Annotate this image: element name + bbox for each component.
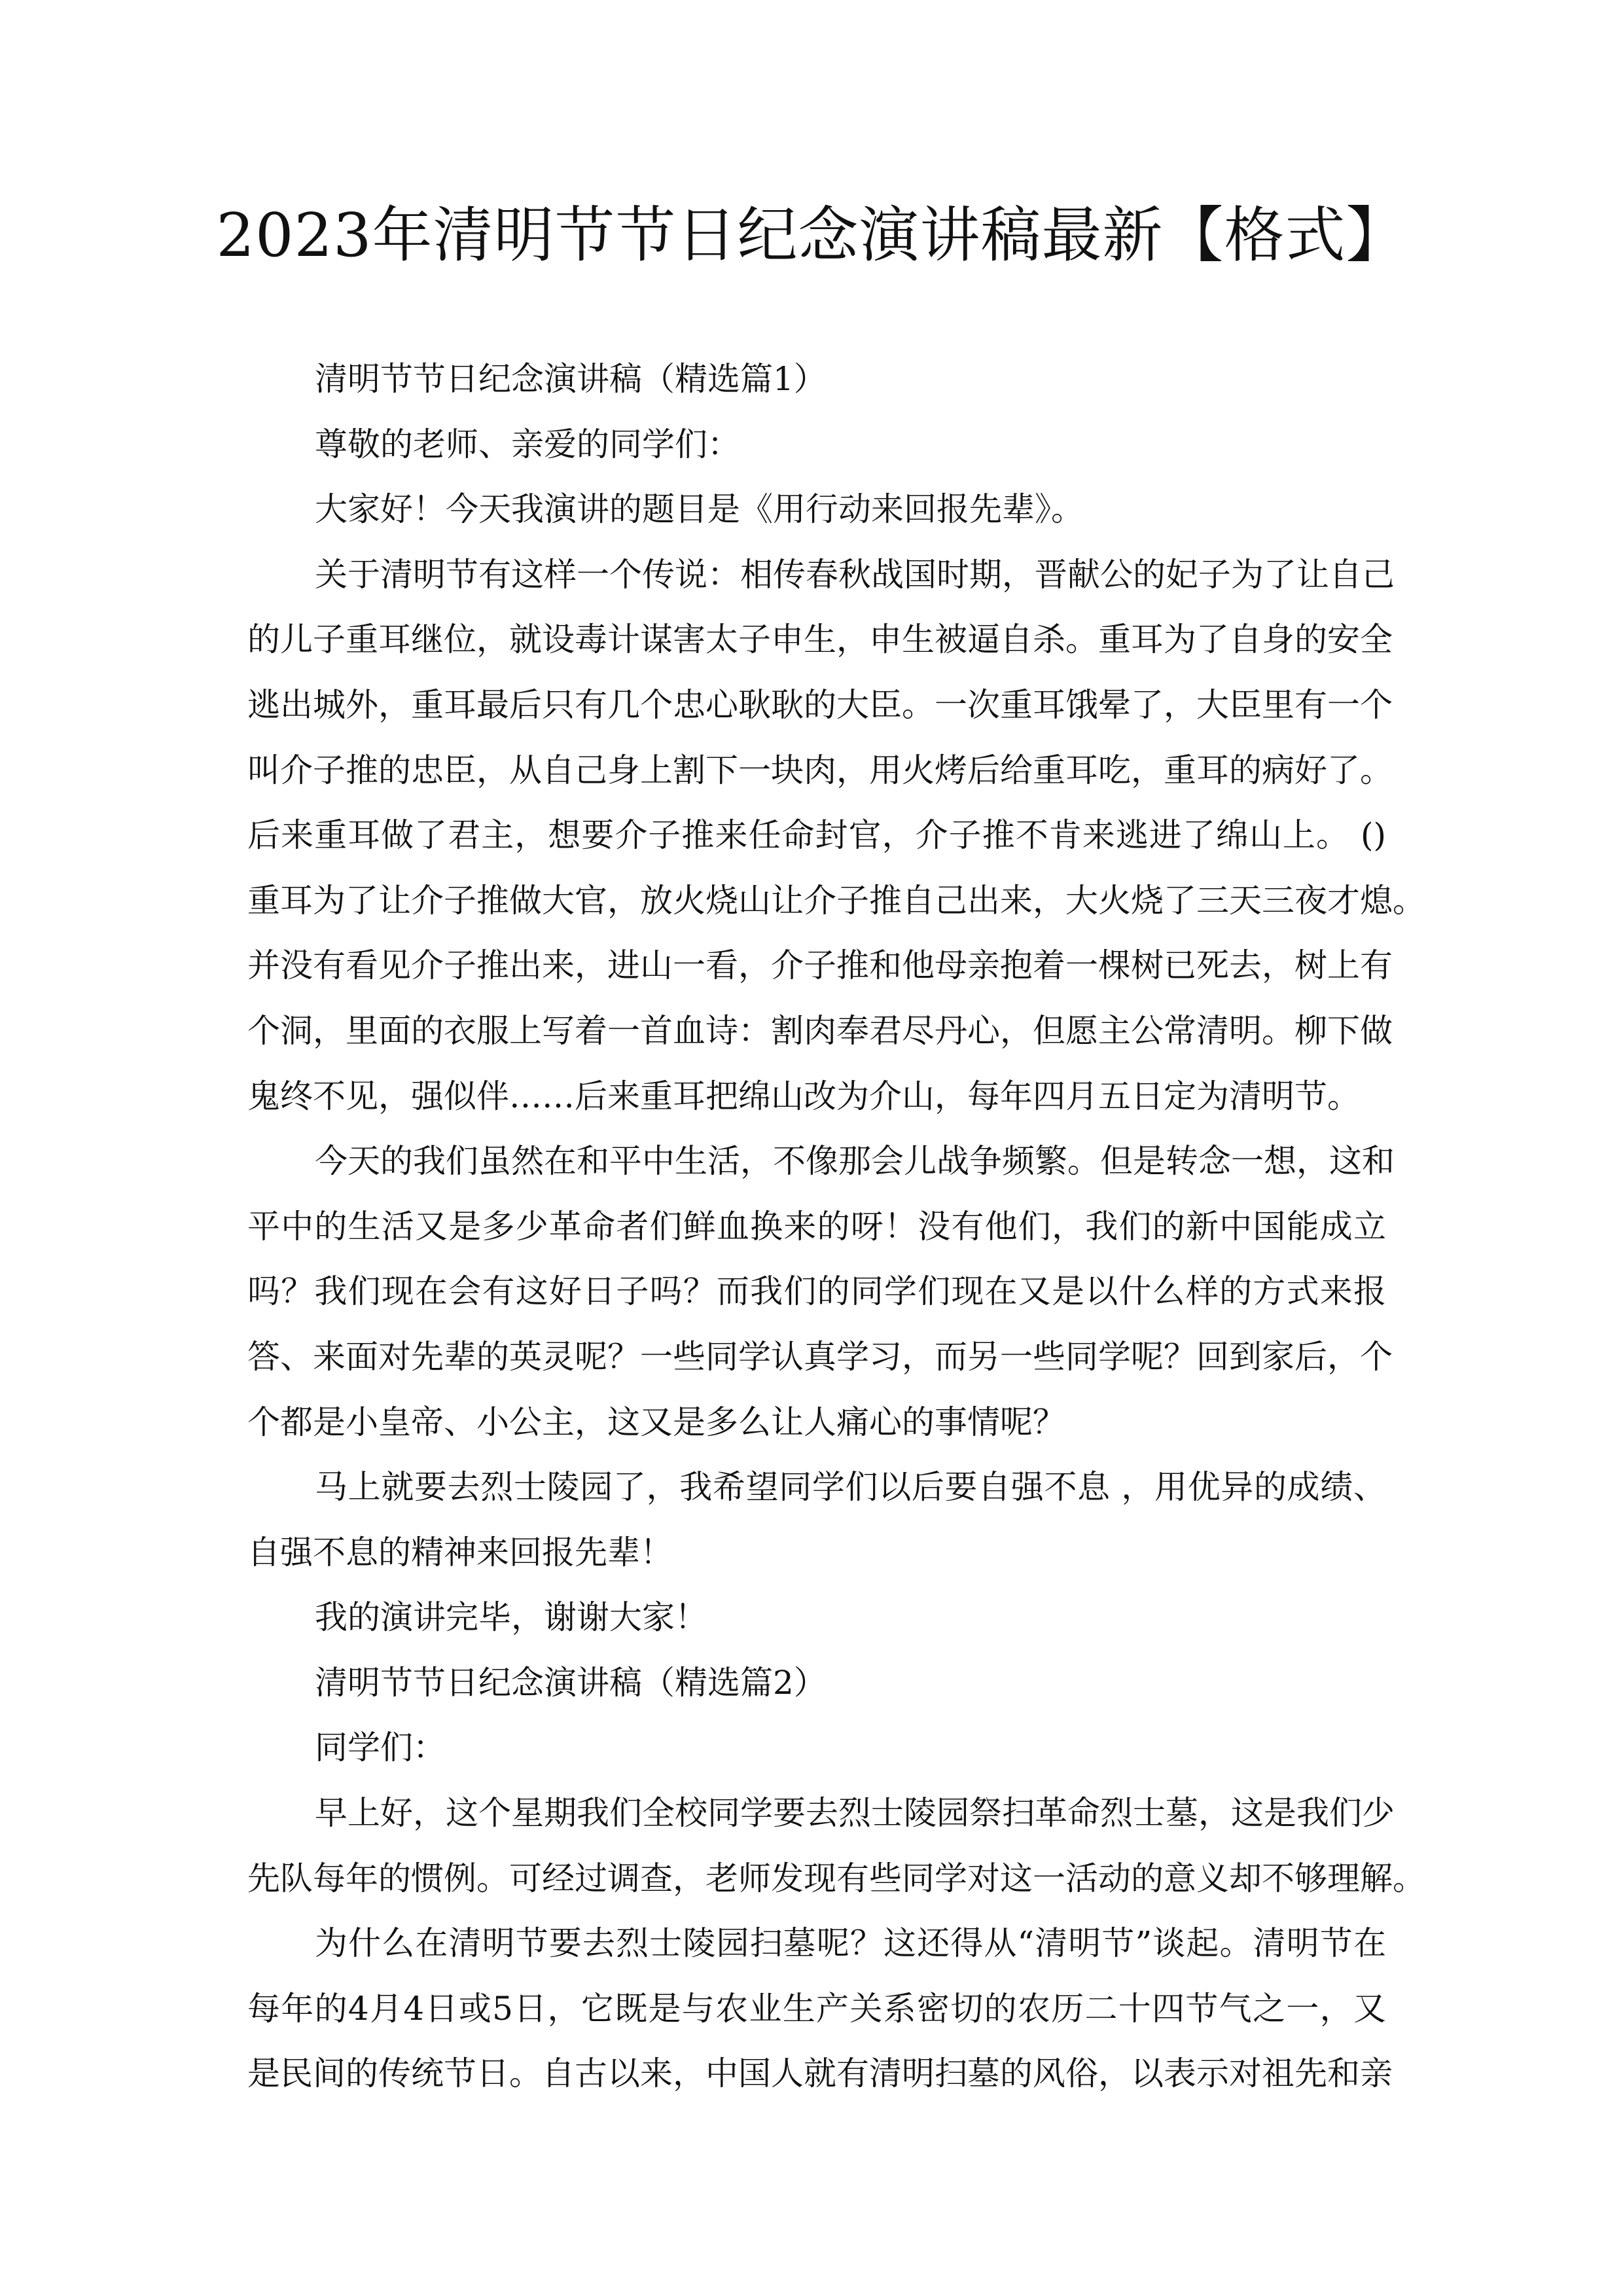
document-body xyxy=(247,347,1425,2107)
paragraph xyxy=(247,1911,1393,2107)
text-line: 重耳为了让介子推做大官，放火烧山让介子推自己出来，大火烧了三天三夜才熄。 xyxy=(247,881,1425,920)
text-line: 叫介子推的忠臣，从自己身上割下一块肉，用火烤后给重耳吃，重耳的病好了。 xyxy=(247,751,1393,789)
text-line: 清明节节日纪念演讲稿（精选篇1） xyxy=(315,360,827,398)
text-line: 个洞，里面的衣服上写着一首血诗：割肉奉君尽丹心，但愿主公常清明。柳下做 xyxy=(247,1011,1393,1050)
text-line: 大家好！今天我演讲的题目是《用行动来回报先辈》。 xyxy=(315,490,1084,529)
text-line: 今天的我们虽然在和平中生活，不像那会儿战争频繁。但是转念一想，这和 xyxy=(315,1142,1395,1181)
text-line: 为什么在清明节要去烈士陵园扫墓呢？这还得从“清明节”谈起。清明节在 xyxy=(315,1924,1386,1963)
text-line: 逃出城外，重耳最后只有几个忠心耿耿的大臣。一次重耳饿晕了，大臣里有一个 xyxy=(247,685,1393,724)
paragraph xyxy=(247,1651,1386,1716)
text-line: 每年的4月4日或5日，它既是与农业生产关系密切的农历二十四节气之一，又 xyxy=(247,1989,1386,2028)
paragraph xyxy=(247,543,1425,1129)
text-line: 马上就要去烈士陵园了，我希望同学们以后要自强不息 ，用优异的成绩、 xyxy=(315,1468,1386,1507)
text-line: 清明节节日纪念演讲稿（精选篇2） xyxy=(315,1663,827,1702)
paragraph xyxy=(247,1129,1395,1455)
paragraph xyxy=(247,347,1386,412)
paragraph xyxy=(247,1585,1386,1651)
paragraph xyxy=(247,412,1386,478)
text-line: 个都是小皇帝、小公主，这又是多么让人痛心的事情呢？ xyxy=(247,1403,1065,1441)
paragraph xyxy=(247,1455,1386,1585)
text-line: 吗？我们现在会有这好日子吗？而我们的同学们现在又是以什么样的方式来报 xyxy=(247,1272,1386,1311)
text-line: 后来重耳做了君主，想要介子推来任命封官，介子推不肯来逃进了绵山上。 () xyxy=(247,816,1386,855)
paragraph xyxy=(247,1715,1386,1781)
text-line: 平中的生活又是多少革命者们鲜血换来的呀！没有他们，我们的新中国能成立 xyxy=(247,1207,1386,1246)
text-line: 关于清明节有这样一个传说：相传春秋战国时期，晋献公的妃子为了让自己 xyxy=(315,555,1395,594)
text-line: 并没有看见介子推出来，进山一看，介子推和他母亲抱着一棵树已死去，树上有 xyxy=(247,946,1393,985)
document-title: 2023年清明节节日纪念演讲稿最新【格式】 xyxy=(216,200,1407,270)
paragraph xyxy=(247,1781,1425,1911)
text-line: 的儿子重耳继位，就设毒计谋害太子申生，申生被逼自杀。重耳为了自身的安全 xyxy=(247,620,1393,659)
text-line: 我的演讲完毕，谢谢大家！ xyxy=(315,1598,707,1637)
paragraph xyxy=(247,477,1386,543)
text-line: 早上好，这个星期我们全校同学要去烈士陵园祭扫革命烈士墓，这是我们少 xyxy=(315,1794,1395,1833)
text-line: 尊敬的老师、亲爱的同学们： xyxy=(315,425,740,463)
text-line: 是民间的传统节日。自古以来，中国人就有清明扫墓的风俗，以表示对祖先和亲 xyxy=(247,2054,1393,2093)
text-line: 先队每年的惯例。可经过调查，老师发现有些同学对这一活动的意义却不够理解。 xyxy=(247,1859,1425,1897)
text-line: 自强不息的精神来回报先辈！ xyxy=(247,1533,673,1571)
text-line: 答、来面对先辈的英灵呢？一些同学认真学习，而另一些同学呢？回到家后，个 xyxy=(247,1337,1393,1376)
text-line: 同学们： xyxy=(315,1729,446,1767)
text-line: 鬼终不见，强似伴……后来重耳把绵山改为介山，每年四月五日定为清明节。 xyxy=(247,1077,1360,1115)
